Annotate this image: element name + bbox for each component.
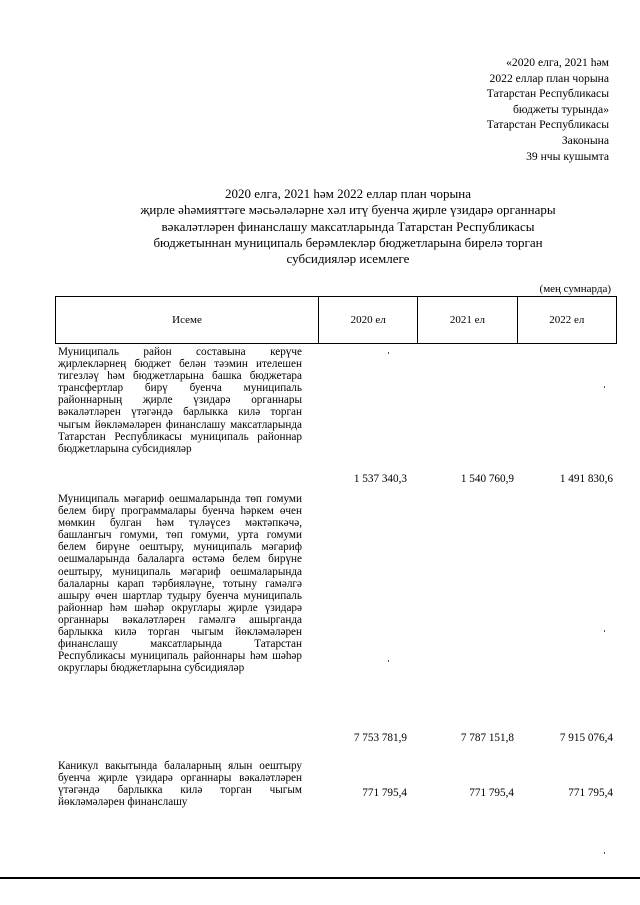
title-line: 2020 елга, 2021 һәм 2022 еллар план чорына — [224, 186, 472, 201]
row-2-2021: 7 787 151,8 — [460, 732, 514, 744]
annex-line: Татарстан Республикасы — [486, 118, 609, 132]
scan-mark — [388, 352, 389, 354]
title-line: җирле әһәмияттәге мәсьәләләрне хәл итү буенча җирле үзидарә органнары — [140, 202, 556, 218]
annex-line: Законына — [561, 133, 609, 147]
row-3-2021: 771 795,4 — [469, 787, 514, 799]
annex-line: «2020 елга, 2021 һәм — [506, 56, 609, 69]
row-1-2020: 1 537 340,3 — [353, 473, 407, 485]
row-2-2020: 7 753 781,9 — [353, 732, 407, 744]
header-2020: 2020 ел — [318, 297, 417, 344]
annex-reference — [487, 55, 609, 164]
title-line: бюджетыннан муниципаль берәмлекләр бюджетларына бирелә торган — [153, 234, 543, 250]
annex-line: Татарстан Республикасы — [486, 87, 609, 101]
header-2021: 2021 ел — [418, 297, 517, 344]
row-1-2022: 1 491 830,6 — [559, 473, 613, 485]
page-bottom-rule — [0, 877, 640, 879]
table-header — [55, 296, 617, 344]
unit-note: (мең сумнарда) — [539, 283, 611, 295]
row-3-name: Каникул вакытында балаларның ялын оештыру буенча җирле үзидарә органнары вәкаләтләрен үтәгәндә барлыкка килә торган чыгым йөкләмәләрен финанслашу — [58, 760, 302, 809]
row-3-2022: 771 795,4 — [568, 787, 613, 799]
annex-line: бюджеты турында» — [513, 102, 609, 116]
title-line: субсидияләр исемлеге — [286, 251, 410, 267]
row-2-name: Муниципаль мәгариф оешмаларында төп гомуми белем бирү программалары буенча һәркем өчен мөмкин булган һәм түләүсез мәктәпкәчә, башлангыч гомуми, төп гомуми, урта гомуми белем бирүне оештыру, муниципаль мәгариф оешмаларында балаларга өстәмә белем бирүне оештыру, муниципаль мәгариф оешмаларында балаларны карап тәрбияләүне, тотыну гамәлгә ашыру өчен шартлар тудыру буенча муниципаль районнар һәм шәһәр округлары җирле үзидарә органнары вәкаләтләрен гамәлгә ашырганда барлыкка килә торган чыгым йөкләмәләрен финанслашу максатларында Татарстан Республикасы муниципаль районнары һәм шәһәр округлары бюджетларына субсидияләр — [58, 493, 302, 675]
row-3-2020: 771 795,4 — [362, 787, 407, 799]
header-2022: 2022 ел — [517, 297, 616, 344]
scan-mark — [604, 852, 605, 854]
header-name: Исеме — [56, 297, 319, 344]
row-1-2021: 1 540 760,9 — [460, 473, 514, 485]
annex-line: 39 нчы кушымта — [526, 149, 609, 163]
row-2-2022: 7 915 076,4 — [559, 732, 613, 744]
scan-mark — [604, 630, 605, 632]
scan-mark — [604, 386, 605, 388]
scan-mark — [388, 660, 389, 662]
document-title — [56, 186, 640, 267]
row-1-name: Муниципаль район составына керүче җирлекләрнең бюджет белән тәэмин ителешен тигезләү һәм бюджетларына башка бюджетара трансфертлар бирү буенча муниципаль районнарның җирле үзидарә органнары вәкаләтләрен үтәгәндә барлыкка килә торган чыгым йөкләмәләрен финанслашу максатларында Татарстан Республикасы муниципаль районнар бюджетларына субсидияләр — [58, 346, 302, 455]
annex-line: 2022 еллар план чорына — [489, 71, 609, 85]
title-line: вәкаләтләрен финанслашу максатларында Татарстан Республикасы — [161, 218, 535, 234]
